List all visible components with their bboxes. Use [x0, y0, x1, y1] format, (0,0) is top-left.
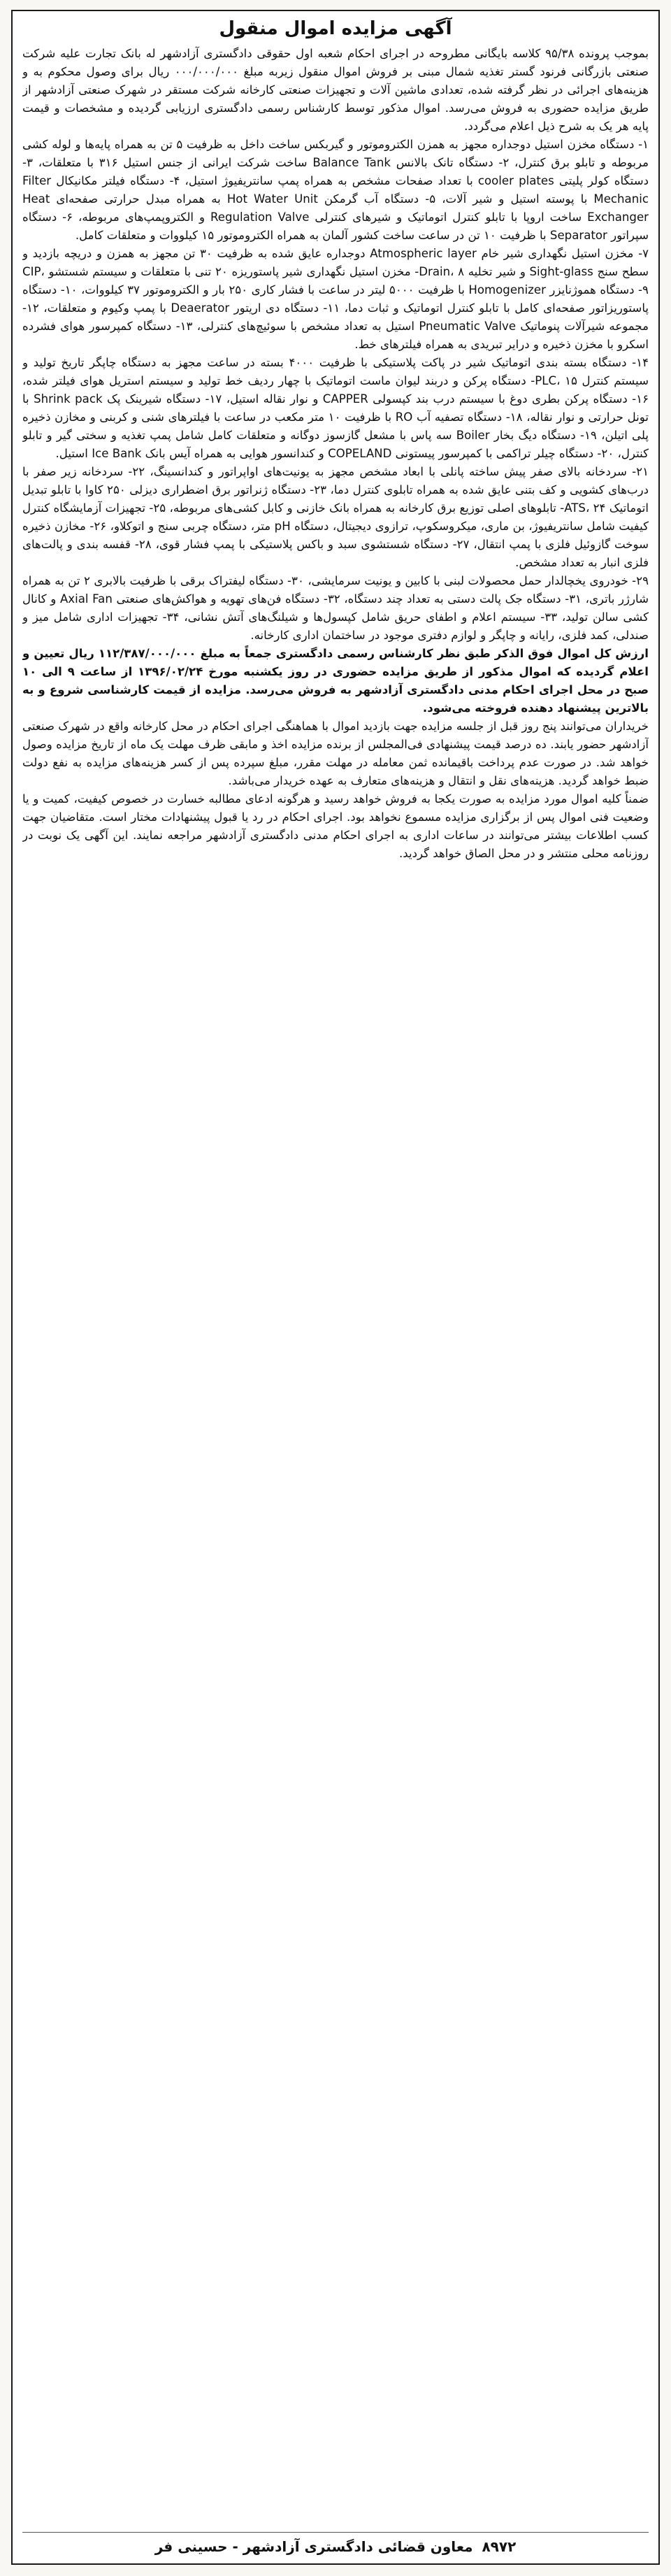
ad-paragraph-intro: بموجب پرونده ۹۵/۳۸ کلاسه بایگانی مطروحه در اجرای احکام شعبه اول حقوقی دادگستری آزادشهر له بانک تجارت علیه شرکت صنعتی بازرگانی فرنود گستر تغذیه شمال مبنی بر فروش اموال منقول زیربه مبلغ ۰۰۰/۰۰۰/۰۰۰ ریال برای وصول محکوم به و هزینه‌های اجرائی در نظر گرفته شده، تعدادی ماشین آلات و تجهیزات صنعتی کارخانه شرکت مستقر در شهرک صنعتی آزادشهر از طریق مزایده حضوری به فروش می‌رسد. اموال مذکور توسط کارشناس رسمی دادگستری ارزیابی گردیده و مشخصات و قیمت پایه هر یک به شرح ذیل اعلام می‌گردد.	[22, 47, 649, 133]
ad-paragraph-valuation: ارزش کل اموال فوق الذکر طبق نظر کارشناس رسمی دادگستری جمعاً به مبلغ ۱۱۲/۳۸۷/۰۰۰/۰۰۰ ریال تعیین و اعلام گردیده که اموال مذکور از طریق مزایده حضوری در روز یکشنبه مورخ ۱۳۹۶/۰۲/۲۴ از ساعت ۹ الی ۱۰ صبح در محل اجرای احکام مدنی دادگستری آزادشهر به فروش می‌رسد. مزایده از قیمت کارشناسی شروع و به بالاترین پیشنهاد دهنده فروخته می‌شود.	[22, 647, 649, 715]
ad-body	[22, 45, 649, 2525]
ad-paragraph-items-5: ۲۹- خودروی یخچالدار حمل محصولات لبنی با کابین و یونیت سرمایشی، ۳۰- دستگاه لیفتراک برقی با ظرفیت بالابری ۲ تن به همراه شارژر باتری، ۳۱- دستگاه جک پالت دستی به تعداد چند دستگاه، ۳۲- دستگاه فن‌های تهویه و هواکش‌های صنعتی Axial Fan و کانال کشی سالن تولید، ۳۳- سیستم اعلام و اطفای حریق شامل کپسول‌ها و شیلنگ‌های آتش نشانی، ۳۴- تجهیزات اداری شامل میز و صندلی، کمد فلزی، رایانه و چاپگر و لوازم دفتری موجود در ساختمان اداری کارخانه.	[22, 574, 649, 642]
ad-title: آگهی مزایده اموال منقول	[219, 18, 452, 39]
ad-paragraph-items-4: ۲۱- سردخانه بالای صفر پیش ساخته پانلی با ابعاد مشخص مجهز به یونیت‌های اواپراتور و کندانسینگ، ۲۲- سردخانه زیر صفر با درب‌های کشویی و کف بتنی عایق شده به همراه تابلوی کنترل دما، ۲۳- دستگاه ژنراتور برق اضطراری دیزلی ۲۵۰ کاوا با تابلو تبدیل اتوماتیک ATS، ۲۴- تابلوهای اصلی توزیع برق کارخانه به همراه بانک خازنی و کابل کشی‌های مربوطه، ۲۵- تجهیزات آزمایشگاه کنترل کیفیت شامل سانتریفیوژ، بن ماری، میکروسکوپ، ترازوی دیجیتال، دستگاه pH متر، دستگاه چربی سنج و اتوکلاو، ۲۶- مخازن ذخیره سوخت گازوئیل فلزی با پمپ انتقال، ۲۷- دستگاه شستشوی سبد و باکس پلاستیکی با پمپ فشار قوی، ۲۸- قفسه بندی و پالت‌های فلزی انبار به تعداد مشخص.	[22, 465, 649, 569]
ad-paragraph-conditions: ضمناً کلیه اموال مورد مزایده به صورت یکجا به فروش خواهد رسید و هرگونه ادعای مطالبه خسارت در خصوص کیفیت، کمیت و یا وضعیت فنی اموال پس از برگزاری مزایده مسموع نخواهد بود. اجرای احکام در رد یا قبول پیشنهادات مختار است. متقاضیان جهت کسب اطلاعات بیشتر می‌توانند در ساعات اداری به اجرای احکام مدنی دادگستری آزادشهر مراجعه نمایند. این آگهی یک نوبت در روزنامه محلی منتشر و در محل الصاق خواهد گردید.	[22, 792, 649, 860]
ad-paragraph-items-3: ۱۴- دستگاه بسته بندی اتوماتیک شیر در پاکت پلاستیکی با ظرفیت ۴۰۰۰ بسته در ساعت مجهز به دستگاه چاپگر تاریخ تولید و سیستم کنترل PLC، ۱۵- دستگاه پرکن و دربند لیوان ماست اتوماتیک با چهار ردیف خط تولید و سیستم استریل هوای فیلتر شده، ۱۶- دستگاه پرکن بطری دوغ با سیستم درب بند کپسولی CAPPER و نوار نقاله استیل، ۱۷- دستگاه شیرینک پک Shrink pack با تونل حرارتی و نوار نقاله، ۱۸- دستگاه تصفیه آب RO با ظرفیت ۱۰ متر مکعب در ساعت با فیلترهای شنی و کربنی و مخازن ذخیره پلی اتیلن، ۱۹- دستگاه دیگ بخار Boiler سه پاس با مشعل گازسوز دوگانه و متعلقات کامل شامل پمپ تغذیه و سختی گیر و تابلو کنترل، ۲۰- دستگاه چیلر تراکمی با کمپرسور پیستونی COPELAND و کندانسور هوایی به همراه آیس بانک Ice Bank استیل.	[22, 356, 649, 460]
ad-footer-signature: معاون قضائی دادگستری آزادشهر - حسینی فر	[154, 2538, 473, 2555]
ad-paragraph-terms: خریداران می‌توانند پنج روز قبل از جلسه مزایده جهت بازدید اموال با هماهنگی اجرای احکام در محل کارخانه واقع در شهرک صنعتی آزادشهر حضور یابند. ده درصد قیمت پیشنهادی فی‌المجلس از برنده مزایده اخذ و مابقی ظرف مهلت یک ماه از تاریخ مزایده وصول خواهد شد. در صورت عدم پرداخت باقیمانده ثمن معامله در مهلت مقرر، مبلغ سپرده پس از کسر هزینه‌های مزایده به نفع دولت ضبط خواهد گردید. هزینه‌های نقل و انتقال و هزینه‌های متعارف به عهده خریدار می‌باشد.	[22, 720, 649, 787]
ad-paragraph-items-1: ۱- دستگاه مخزن استیل دوجداره مجهز به همزن الکتروموتور و گیربکس ساخت داخل به ظرفیت ۵ تن به همراه پایه‌ها و لوله کشی مربوطه و تابلو برق کنترل، ۲- دستگاه تانک بالانس Balance Tank ساخت شرکت ایرانی از جنس استیل ۳۱۶ با متعلقات، ۳- دستگاه کولر پلیتی cooler plates با تعداد صفحات مشخص به همراه پمپ سانتریفیوژ استیل، ۴- دستگاه فیلتر مکانیکال Filter Mechanic با پوسته استیل و شیر آلات، ۵- دستگاه آب گرمکن Hot Water Unit به همراه مبدل حرارتی صفحه‌ای Heat Exchanger ساخت اروپا با تابلو کنترل اتوماتیک و شیرهای کنترلی Regulation Valve و الکتروپمپ‌های مربوطه، ۶- دستگاه سپراتور Separator با ظرفیت ۱۰ تن در ساعت ساخت کشور آلمان به همراه الکتروموتور ۱۵ کیلووات و متعلقات کامل.	[22, 138, 649, 242]
ad-footer	[22, 2532, 649, 2555]
ad-paragraph-items-2: ۷- مخزن استیل نگهداری شیر خام Atmospheric layer دوجداره عایق شده به ظرفیت ۳۰ تن مجهز به همزن و دریچه بازدید و سطح سنج Sight-glass و شیر تخلیه Drain، ۸- مخزن استیل نگهداری شیر پاستوریزه ۲۰ تنی با متعلقات و سیستم شستشو CIP، ۹- دستگاه هموژنایزر Homogenizer با ظرفیت ۵۰۰۰ لیتر در ساعت با فشار کاری ۲۵۰ بار و الکتروموتور ۳۷ کیلووات، ۱۰- دستگاه پاستوریزاتور صفحه‌ای کامل با تابلو کنترل اتوماتیک و ثبات دما، ۱۱- دستگاه دی اریتور Deaerator با پمپ وکیوم و متعلقات، ۱۲- مجموعه شیرآلات پنوماتیک Pneumatic Valve استیل به تعداد مشخص با سوئیچ‌های کنترلی، ۱۳- دستگاه کمپرسور هوای فشرده اسکرو با مخزن ذخیره و درایر تبریدی به همراه فیلترهای خط.	[22, 247, 649, 351]
ad-footer-number: ۸۹۷۲	[482, 2538, 517, 2555]
ad-frame	[11, 10, 660, 2565]
